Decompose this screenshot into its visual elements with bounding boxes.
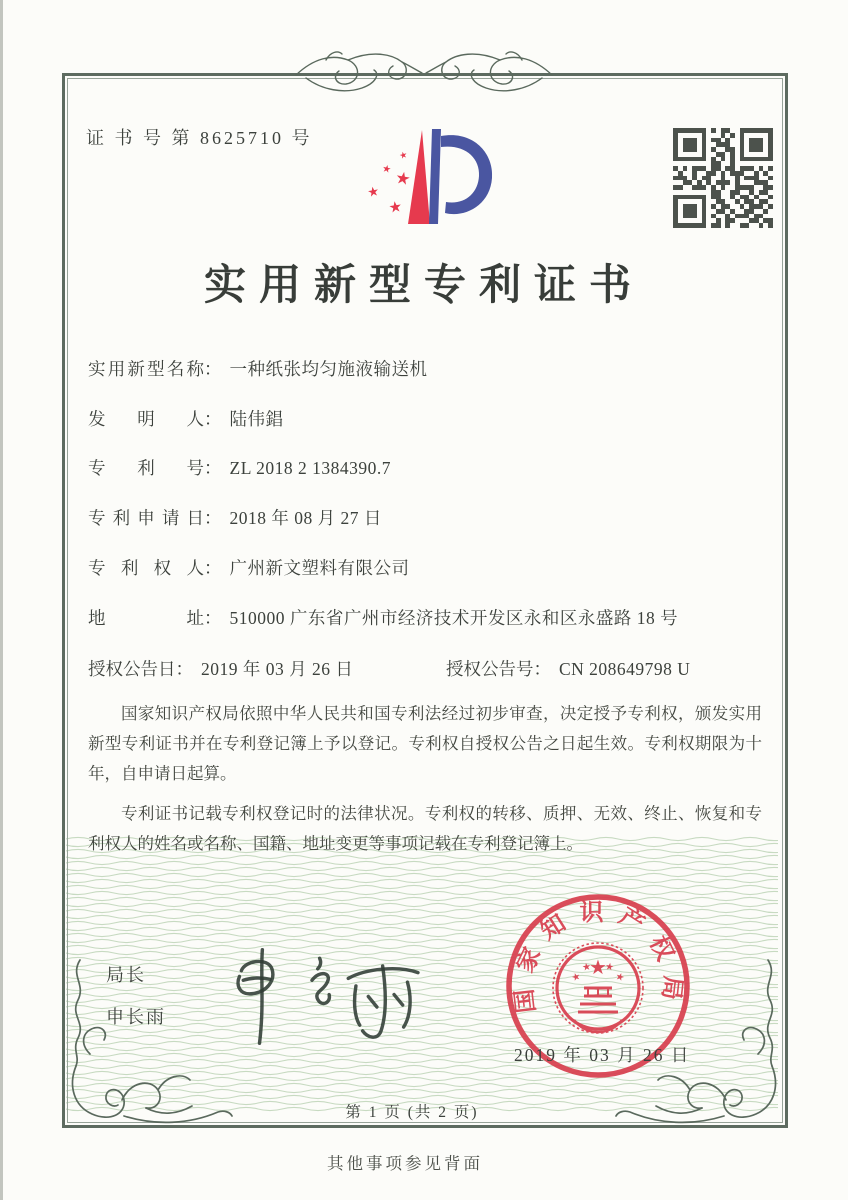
svg-text:★: ★	[398, 150, 409, 162]
field-value: 陆伟錩	[229, 409, 284, 429]
svg-text:★: ★	[570, 971, 583, 985]
svg-text:★: ★	[604, 961, 615, 974]
svg-text:★: ★	[613, 971, 626, 985]
field-label: 地址	[88, 608, 204, 628]
paragraph-register-statement: 专利证书记载专利权登记时的法律状况。专利权的转移、质押、无效、终止、恢复和专利权人的姓名或名称、国籍、地址变更等事项记载在专利登记簿上。	[88, 804, 762, 854]
top-center-flourish	[294, 48, 554, 108]
svg-text:★: ★	[589, 955, 607, 979]
field-row-patent-no	[88, 455, 768, 480]
svg-text:★: ★	[366, 184, 381, 201]
field-colon: ：	[204, 508, 222, 528]
qr-module	[768, 223, 773, 228]
grant-no-value: CN 208649798 U	[559, 659, 691, 679]
scan-edge-shadow	[0, 0, 3, 1200]
field-value: 广州新文塑料有限公司	[229, 558, 410, 578]
field-label: 实用新型名称	[88, 359, 204, 379]
svg-text:★: ★	[380, 163, 393, 176]
svg-text:★: ★	[581, 961, 592, 974]
director-block	[106, 961, 166, 1045]
page-number: 第 1 页 (共 2 页)	[345, 1104, 479, 1121]
back-note: 其他事项参见背面	[327, 1154, 483, 1173]
logo-bowl	[441, 135, 492, 214]
seal-circular-text: 国家知识产权局	[510, 900, 686, 1015]
cnipa-logo-icon	[352, 116, 502, 228]
seal-date: 2019 年 03 月 26 日	[514, 1045, 691, 1065]
field-label: 专利申请日	[88, 508, 204, 528]
signature-shen-changyu	[205, 944, 440, 1049]
grant-date-value: 2019 年 03 月 26 日	[201, 659, 354, 679]
field-label: 专利权人	[88, 558, 204, 578]
field-value: 510000 广东省广州市经济技术开发区永和区永盛路 18 号	[229, 608, 679, 628]
field-colon: ：	[204, 409, 222, 429]
field-colon: ：	[204, 608, 222, 628]
certificate-title: 实用新型专利证书	[203, 263, 644, 309]
grant-no-group	[446, 656, 690, 681]
field-value: ZL 2018 2 1384390.7	[229, 458, 391, 478]
legal-paragraphs	[88, 699, 762, 869]
field-value: 2018 年 08 月 27 日	[229, 508, 382, 528]
qr-code	[673, 128, 773, 228]
emblem-stars	[570, 955, 626, 984]
logo-spike	[408, 130, 430, 224]
field-row-patentee	[88, 555, 768, 580]
field-value: 一种纸张均匀施液输送机	[229, 359, 428, 379]
grant-no-label: 授权公告号	[446, 659, 534, 679]
director-title: 局长	[106, 965, 146, 985]
svg-text:★: ★	[393, 167, 413, 191]
field-row-address	[88, 605, 768, 630]
field-colon: ：	[204, 359, 222, 379]
field-colon: ：	[204, 558, 222, 578]
logo-stars	[366, 150, 412, 217]
logo-bar	[429, 129, 441, 224]
field-colon: ：	[533, 659, 551, 679]
field-colon: ：	[175, 659, 193, 679]
field-label: 专利号	[88, 458, 204, 478]
director-name: 申长雨	[106, 1007, 166, 1027]
grant-row	[88, 656, 768, 681]
field-label: 发明人	[88, 409, 204, 429]
svg-text:★: ★	[387, 197, 404, 217]
paragraph-grant-statement: 国家知识产权局依照中华人民共和国专利法经过初步审查，决定授予专利权，颁发实用新型专利证书并在专利登记簿上予以登记。专利权自授权公告之日起生效。专利权期限为十年，自申请日起算。	[88, 704, 762, 784]
field-row-name	[88, 356, 768, 381]
field-colon: ：	[204, 458, 222, 478]
field-row-inventor	[88, 406, 768, 431]
grant-date-label: 授权公告日	[88, 659, 176, 679]
certificate-number: 证 书 号 第 8625710 号	[86, 128, 313, 148]
field-row-filing-date	[88, 505, 768, 530]
